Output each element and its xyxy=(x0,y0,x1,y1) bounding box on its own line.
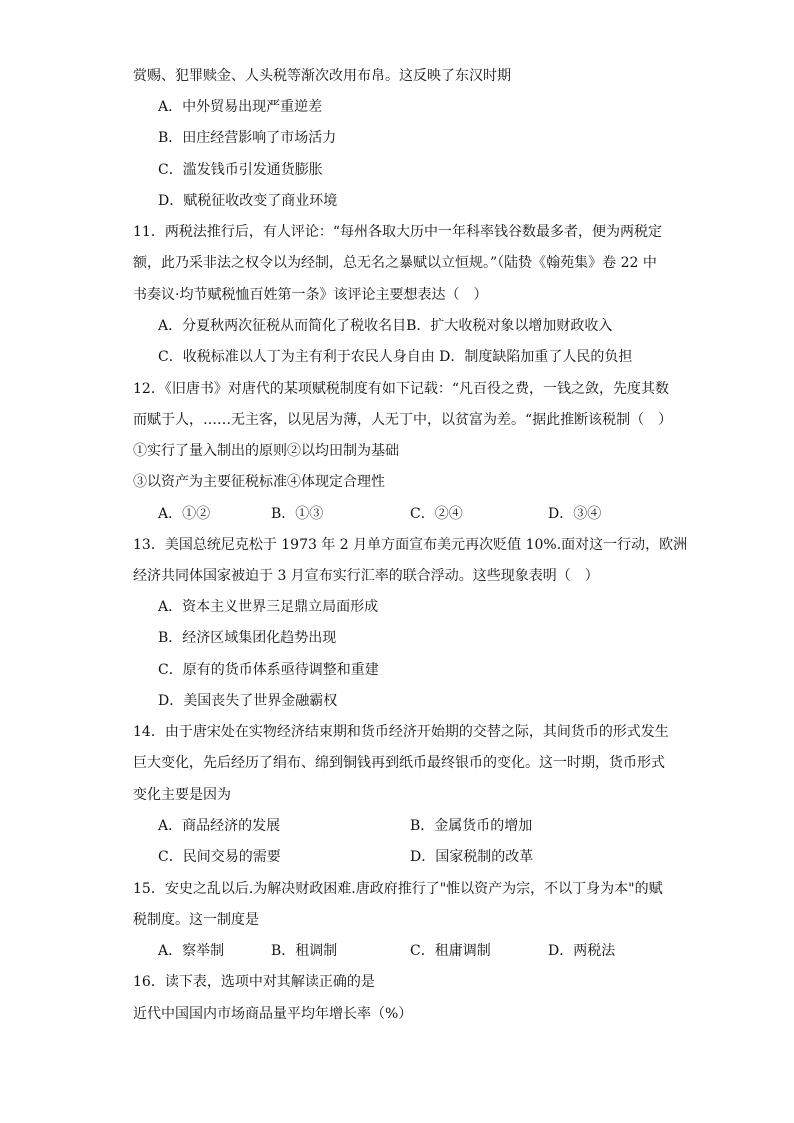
q14-option-b: B．金属货币的增加 xyxy=(410,818,533,834)
q13-option-d: D．美国丧失了世界金融霸权 xyxy=(158,693,338,709)
q12-statement-1-2: ①实行了量入制出的原则②以均田制为基础 xyxy=(133,443,399,459)
q11-options-ab: A．分夏秋两次征税从而简化了税收名目B．扩大收税对象以增加财政收入 xyxy=(158,318,613,334)
q11-stem-line-2: 额，此乃采非法之权令以为经制，总无名之暴赋以立恒规。”（陆贽《翰苑集》卷 22 中 xyxy=(133,255,657,271)
q15-option-b: B．租调制 xyxy=(271,943,338,959)
q10-option-a: A．中外贸易出现严重逆差 xyxy=(158,99,323,115)
q11-options-cd: C．收税标准以人丁为主有利于农民人身自由 D．制度缺陷加重了人民的负担 xyxy=(158,349,633,365)
q16-table-caption: 近代中国国内市场商品量平均年增长率（%） xyxy=(133,1006,413,1022)
q10-option-c: C．滥发钱币引发通货膨胀 xyxy=(158,162,323,178)
q13-stem-line-1: 13．美国总统尼克松于 1973 年 2 月单方面宣布美元再次贬值 10%.面对这一行动，欧洲 xyxy=(133,537,688,553)
q12-statement-3-4: ③以资产为主要征税标准④体现定合理性 xyxy=(133,474,385,490)
q14-option-d: D．国家税制的改革 xyxy=(410,849,534,865)
q12-stem-line-1: 12．《旧唐书》对唐代的某项赋税制度有如下记载：“凡百役之费，一钱之敛，先度其数 xyxy=(133,381,669,397)
q15-stem-line-1: 15．安史之乱以后.为解决财政困难.唐政府推行了"惟以资产为宗，不以丁身为本"的赋 xyxy=(133,881,663,897)
q13-option-b: B．经济区域集团化趋势出现 xyxy=(158,630,337,646)
q15-option-c: C．租庸调制 xyxy=(410,943,491,959)
q10-stem-line: 赏赐、犯罪赎金、人头税等渐次改用布帛。这反映了东汉时期 xyxy=(133,68,511,84)
q14-options-row-2 xyxy=(158,848,558,866)
q11-stem-line-3: 书奏议·均节赋税恤百姓第一条》该评论主要想表达（ ） xyxy=(133,287,488,303)
q15-stem-line-2: 税制度。这一制度是 xyxy=(133,912,259,928)
q15-option-d: D．两税法 xyxy=(548,943,616,959)
q12-option-b: B．①③ xyxy=(271,506,324,522)
q12-option-c: C．②④ xyxy=(410,506,463,522)
q15-option-a: A．察举制 xyxy=(158,943,225,959)
q14-options-row-1 xyxy=(158,817,558,835)
q14-stem-line-3: 变化主要是因为 xyxy=(133,787,231,803)
q14-option-c: C．民间交易的需要 xyxy=(158,849,281,865)
q14-stem-line-2: 巨大变化，先后经历了绢布、绵到铜钱再到纸币最终银币的变化。这一时期，货币形式 xyxy=(133,755,665,771)
q14-stem-line-1: 14．由于唐宋处在实物经济结束期和货币经济开始期的交替之际，其间货币的形式发生 xyxy=(133,724,669,740)
q10-option-d: D．赋税征收改变了商业环境 xyxy=(158,193,338,209)
q12-stem-line-2: 而赋于人，……无主客，以见居为薄，人无丁中，以贫富为差。“据此推断该税制（ ） xyxy=(133,412,673,428)
q14-option-a: A．商品经济的发展 xyxy=(158,818,281,834)
q16-stem-line: 16．读下表，选项中对其解读正确的是 xyxy=(133,974,375,990)
q12-option-a: A．①② xyxy=(158,506,211,522)
q15-options-row xyxy=(158,942,638,960)
q11-stem-line-1: 11．两税法推行后，有人评论：“每州各取大历中一年科率钱谷数最多者，便为两税定 xyxy=(133,224,662,240)
q12-option-d: D．③④ xyxy=(548,506,602,522)
q10-option-b: B．田庄经营影响了市场活力 xyxy=(158,130,337,146)
q13-stem-line-2: 经济共同体国家被迫于 3 月宣布实行汇率的联合浮动。这些现象表明（ ） xyxy=(133,568,599,584)
q12-options-row xyxy=(158,505,638,523)
q13-option-c: C．原有的货币体系亟待调整和重建 xyxy=(158,662,379,678)
q13-option-a: A．资本主义世界三足鼎立局面形成 xyxy=(158,599,379,615)
